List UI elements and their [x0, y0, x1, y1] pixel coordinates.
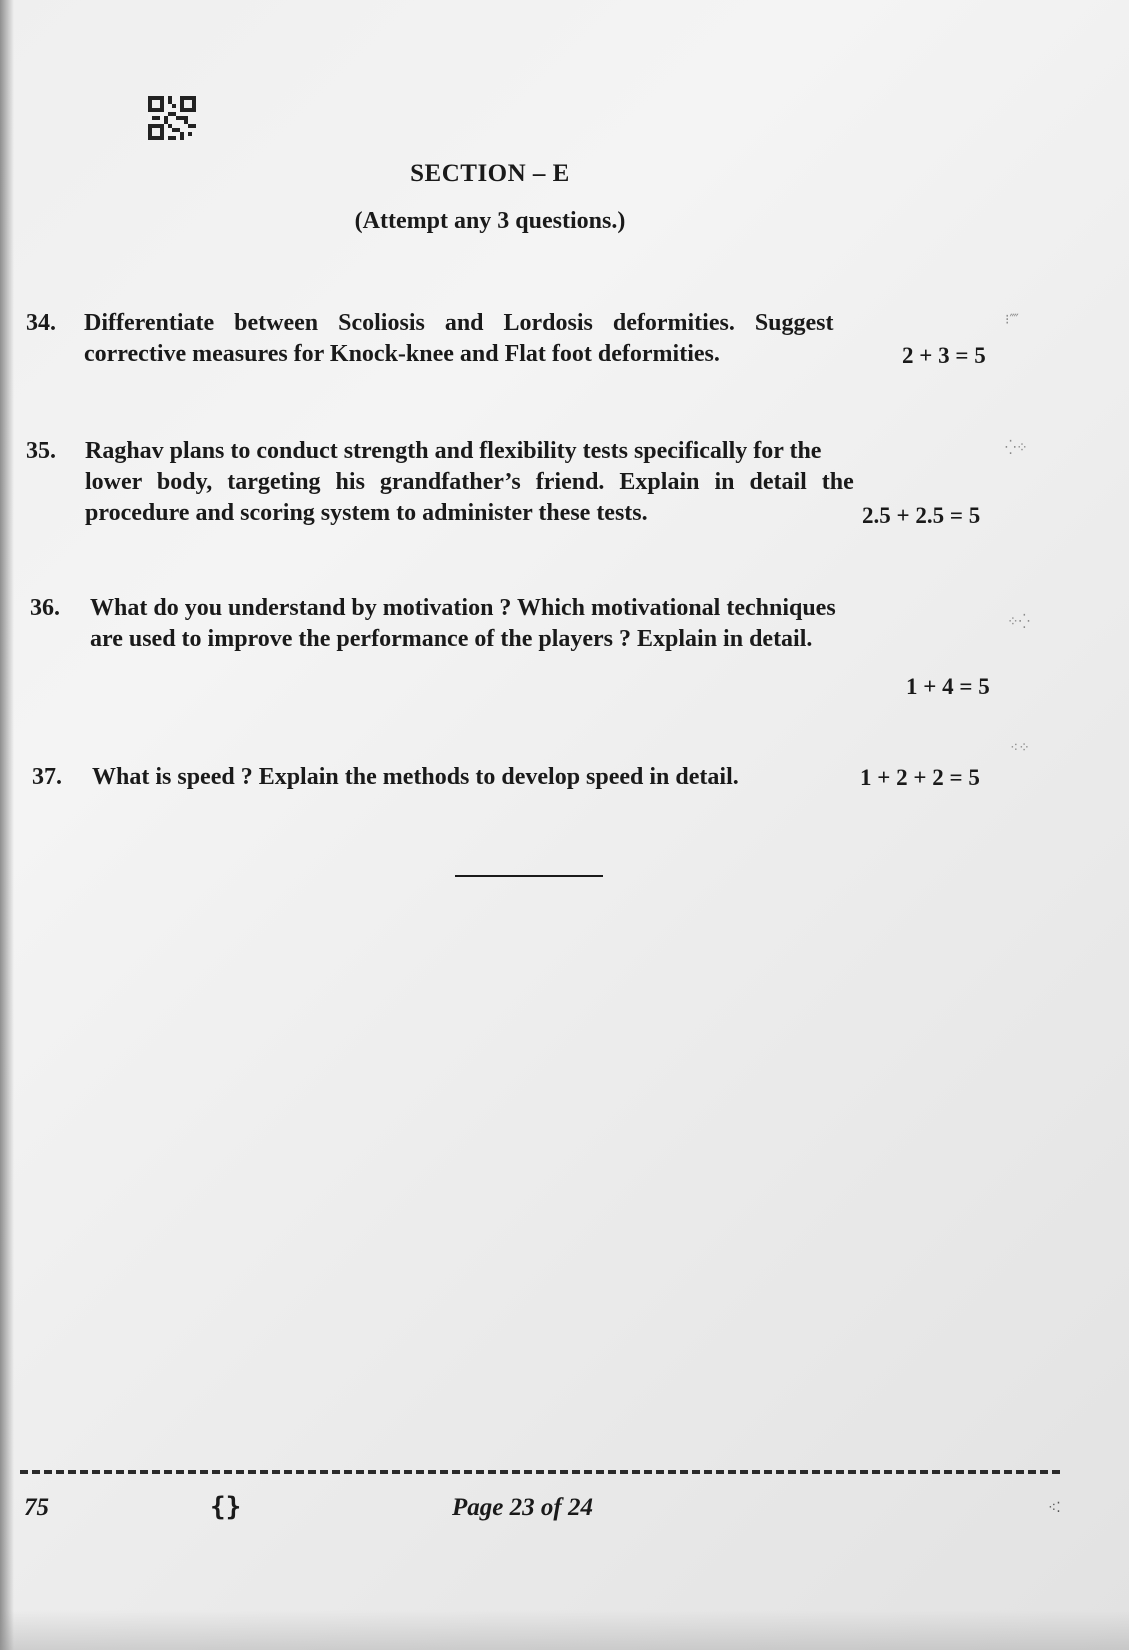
question-number: 35. — [26, 438, 56, 464]
question-line: Raghav plans to conduct strength and flexibility tests specifically for the — [85, 438, 822, 464]
page-edge-shadow — [0, 0, 14, 1650]
question-number: 34. — [26, 310, 56, 336]
question-marks: 1 + 2 + 2 = 5 — [860, 765, 980, 790]
page-bottom-shadow — [0, 1610, 1129, 1650]
question-number: 37. — [32, 764, 62, 790]
question-number: 36. — [30, 595, 60, 621]
section-instruction: (Attempt any 3 questions.) — [354, 208, 626, 234]
question-line: lower body, targeting his grandfather’s friend. Explain in detail the — [85, 469, 854, 495]
margin-scribble: ⁝⁗ — [1005, 312, 1019, 328]
question-line: What is speed ? Explain the methods to develop speed in detail. — [92, 764, 739, 790]
margin-scribble: ⁖⁚ — [1048, 1500, 1061, 1516]
question-text — [90, 593, 982, 655]
question-marks: 2.5 + 2.5 = 5 — [862, 503, 981, 528]
question-line: procedure and scoring system to administer these tests. — [85, 500, 648, 526]
footer-braces: {} — [210, 1492, 242, 1522]
question-marks: 2 + 3 = 5 — [902, 343, 986, 368]
question-line: Differentiate between Scoliosis and Lordosis deformities. Suggest — [84, 310, 834, 336]
footer-page-number: Page 23 of 24 — [452, 1494, 593, 1521]
question-text — [85, 436, 977, 529]
question-text — [92, 762, 852, 793]
question-line: What do you understand by motivation ? Which motivational techniques — [90, 595, 836, 621]
margin-scribble: ⁘⁛ — [1007, 614, 1030, 630]
qr-code-icon — [148, 96, 196, 140]
footer-cut-line — [20, 1470, 1060, 1474]
end-of-section-rule — [455, 875, 603, 877]
footer-paper-code: 75 — [24, 1494, 49, 1521]
margin-scribble: ⁖⁘ — [1010, 740, 1030, 756]
question-line: corrective measures for Knock-knee and Flat foot deformities. — [84, 341, 720, 367]
section-title: SECTION – E — [410, 160, 570, 187]
question-text — [84, 308, 976, 370]
question-marks: 1 + 4 = 5 — [906, 674, 990, 699]
margin-scribble: ⁛⁘ — [1005, 440, 1028, 456]
question-line: are used to improve the performance of the players ? Explain in detail. — [90, 626, 813, 652]
